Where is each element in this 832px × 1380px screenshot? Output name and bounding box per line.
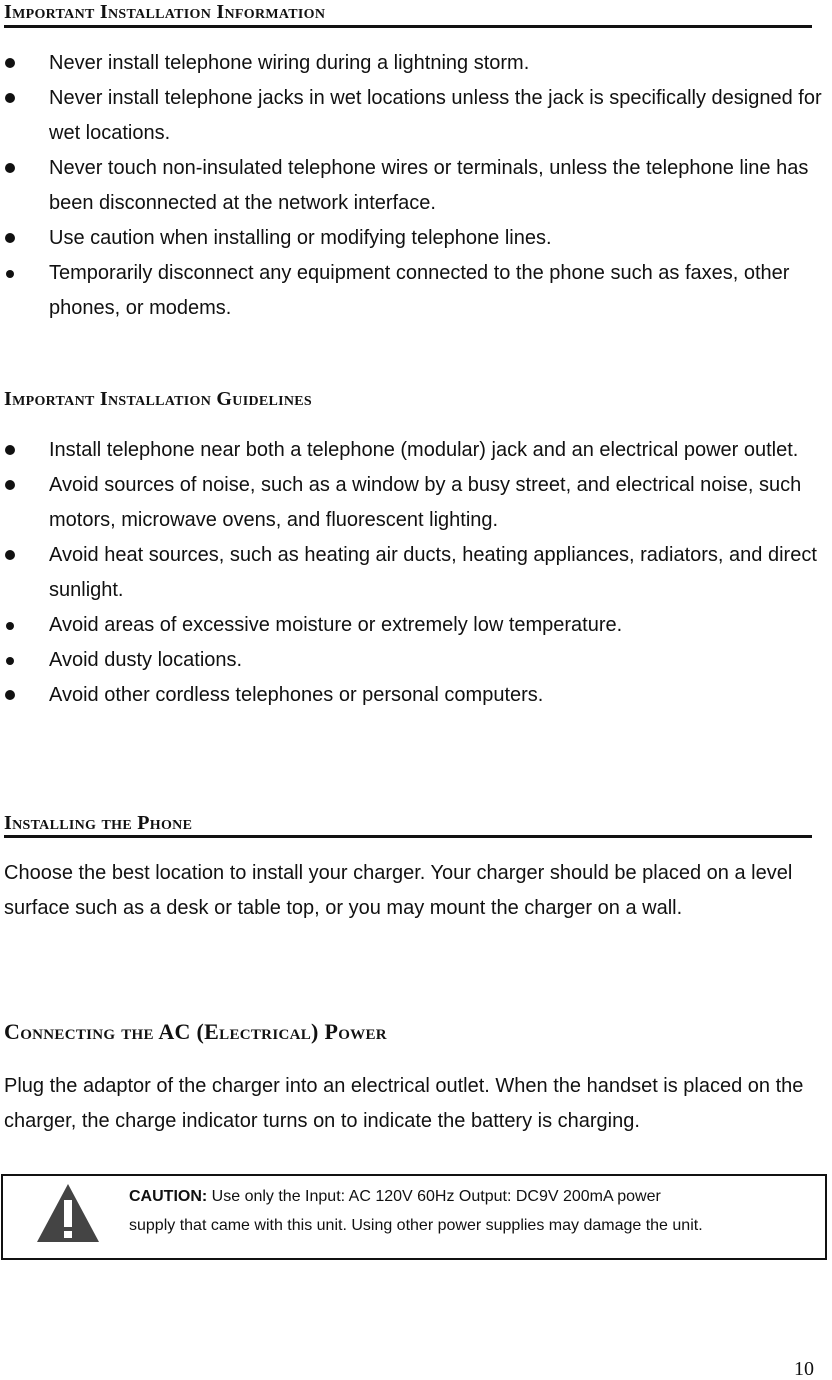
bullet-icon [5,163,15,173]
bullet-icon [5,690,15,700]
list-item: Never install telephone wiring during a lightning storm. [0,46,832,81]
installation-information-list [0,46,832,326]
bullet-icon [6,622,14,630]
caution-line-2: supply that came with this unit. Using other power supplies may damage the unit. [129,1217,703,1234]
caution-box [1,1174,827,1260]
caution-line-1: CAUTION: Use only the Input: AC 120V 60Hz Output: DC9V 200mA power [129,1188,661,1205]
list-item: Avoid areas of excessive moisture or extremely low temperature. [0,608,832,643]
bullet-icon [5,445,15,455]
heading-rule [4,25,812,28]
installing-phone-paragraph: Choose the best location to install your charger. Your charger should be placed on a level surface such as a desk or table top, or you may mount the charger on a wall. [4,862,793,919]
bullet-icon [5,93,15,103]
list-item: Never touch non-insulated telephone wires or terminals, unless the telephone line has been disconnected at the network interface. [0,151,832,221]
warning-icon [35,1182,101,1244]
heading-installing-phone: Installing the Phone [4,812,193,834]
list-item: Avoid dusty locations. [0,643,832,678]
list-item: Install telephone near both a telephone (modular) jack and an electrical power outlet. [0,433,832,468]
list-item: Never install telephone jacks in wet locations unless the jack is specifically designed for wet locations. [0,81,832,151]
list-item: Use caution when installing or modifying telephone lines. [0,221,832,256]
bullet-icon [5,550,15,560]
list-item: Avoid other cordless telephones or personal computers. [0,678,832,713]
list-item: Avoid heat sources, such as heating air ducts, heating appliances, radiators, and direct sunlight. [0,538,832,608]
page-number: 10 [794,1358,814,1380]
heading-installation-information: Important Installation Information [4,1,326,23]
heading-connecting-power: Connecting the AC (Electrical) Power [4,1019,387,1044]
bullet-icon [5,58,15,68]
list-item: Avoid sources of noise, such as a window by a busy street, and electrical noise, such motors, microwave ovens, and fluorescent lighting. [0,468,832,538]
connecting-power-paragraph: Plug the adaptor of the charger into an electrical outlet. When the handset is placed on the charger, the charge indicator turns on to indicate the battery is charging. [4,1075,804,1132]
installation-guidelines-list [0,433,832,713]
bullet-icon [6,657,14,665]
bullet-icon [5,480,15,490]
bullet-icon [6,270,14,278]
list-item: Temporarily disconnect any equipment connected to the phone such as faxes, other phones, or modems. [0,256,832,326]
heading-rule [4,835,812,838]
caution-label: CAUTION: [129,1188,208,1205]
heading-installation-guidelines: Important Installation Guidelines [4,388,313,410]
bullet-icon [5,233,15,243]
caution-text [129,1182,829,1240]
